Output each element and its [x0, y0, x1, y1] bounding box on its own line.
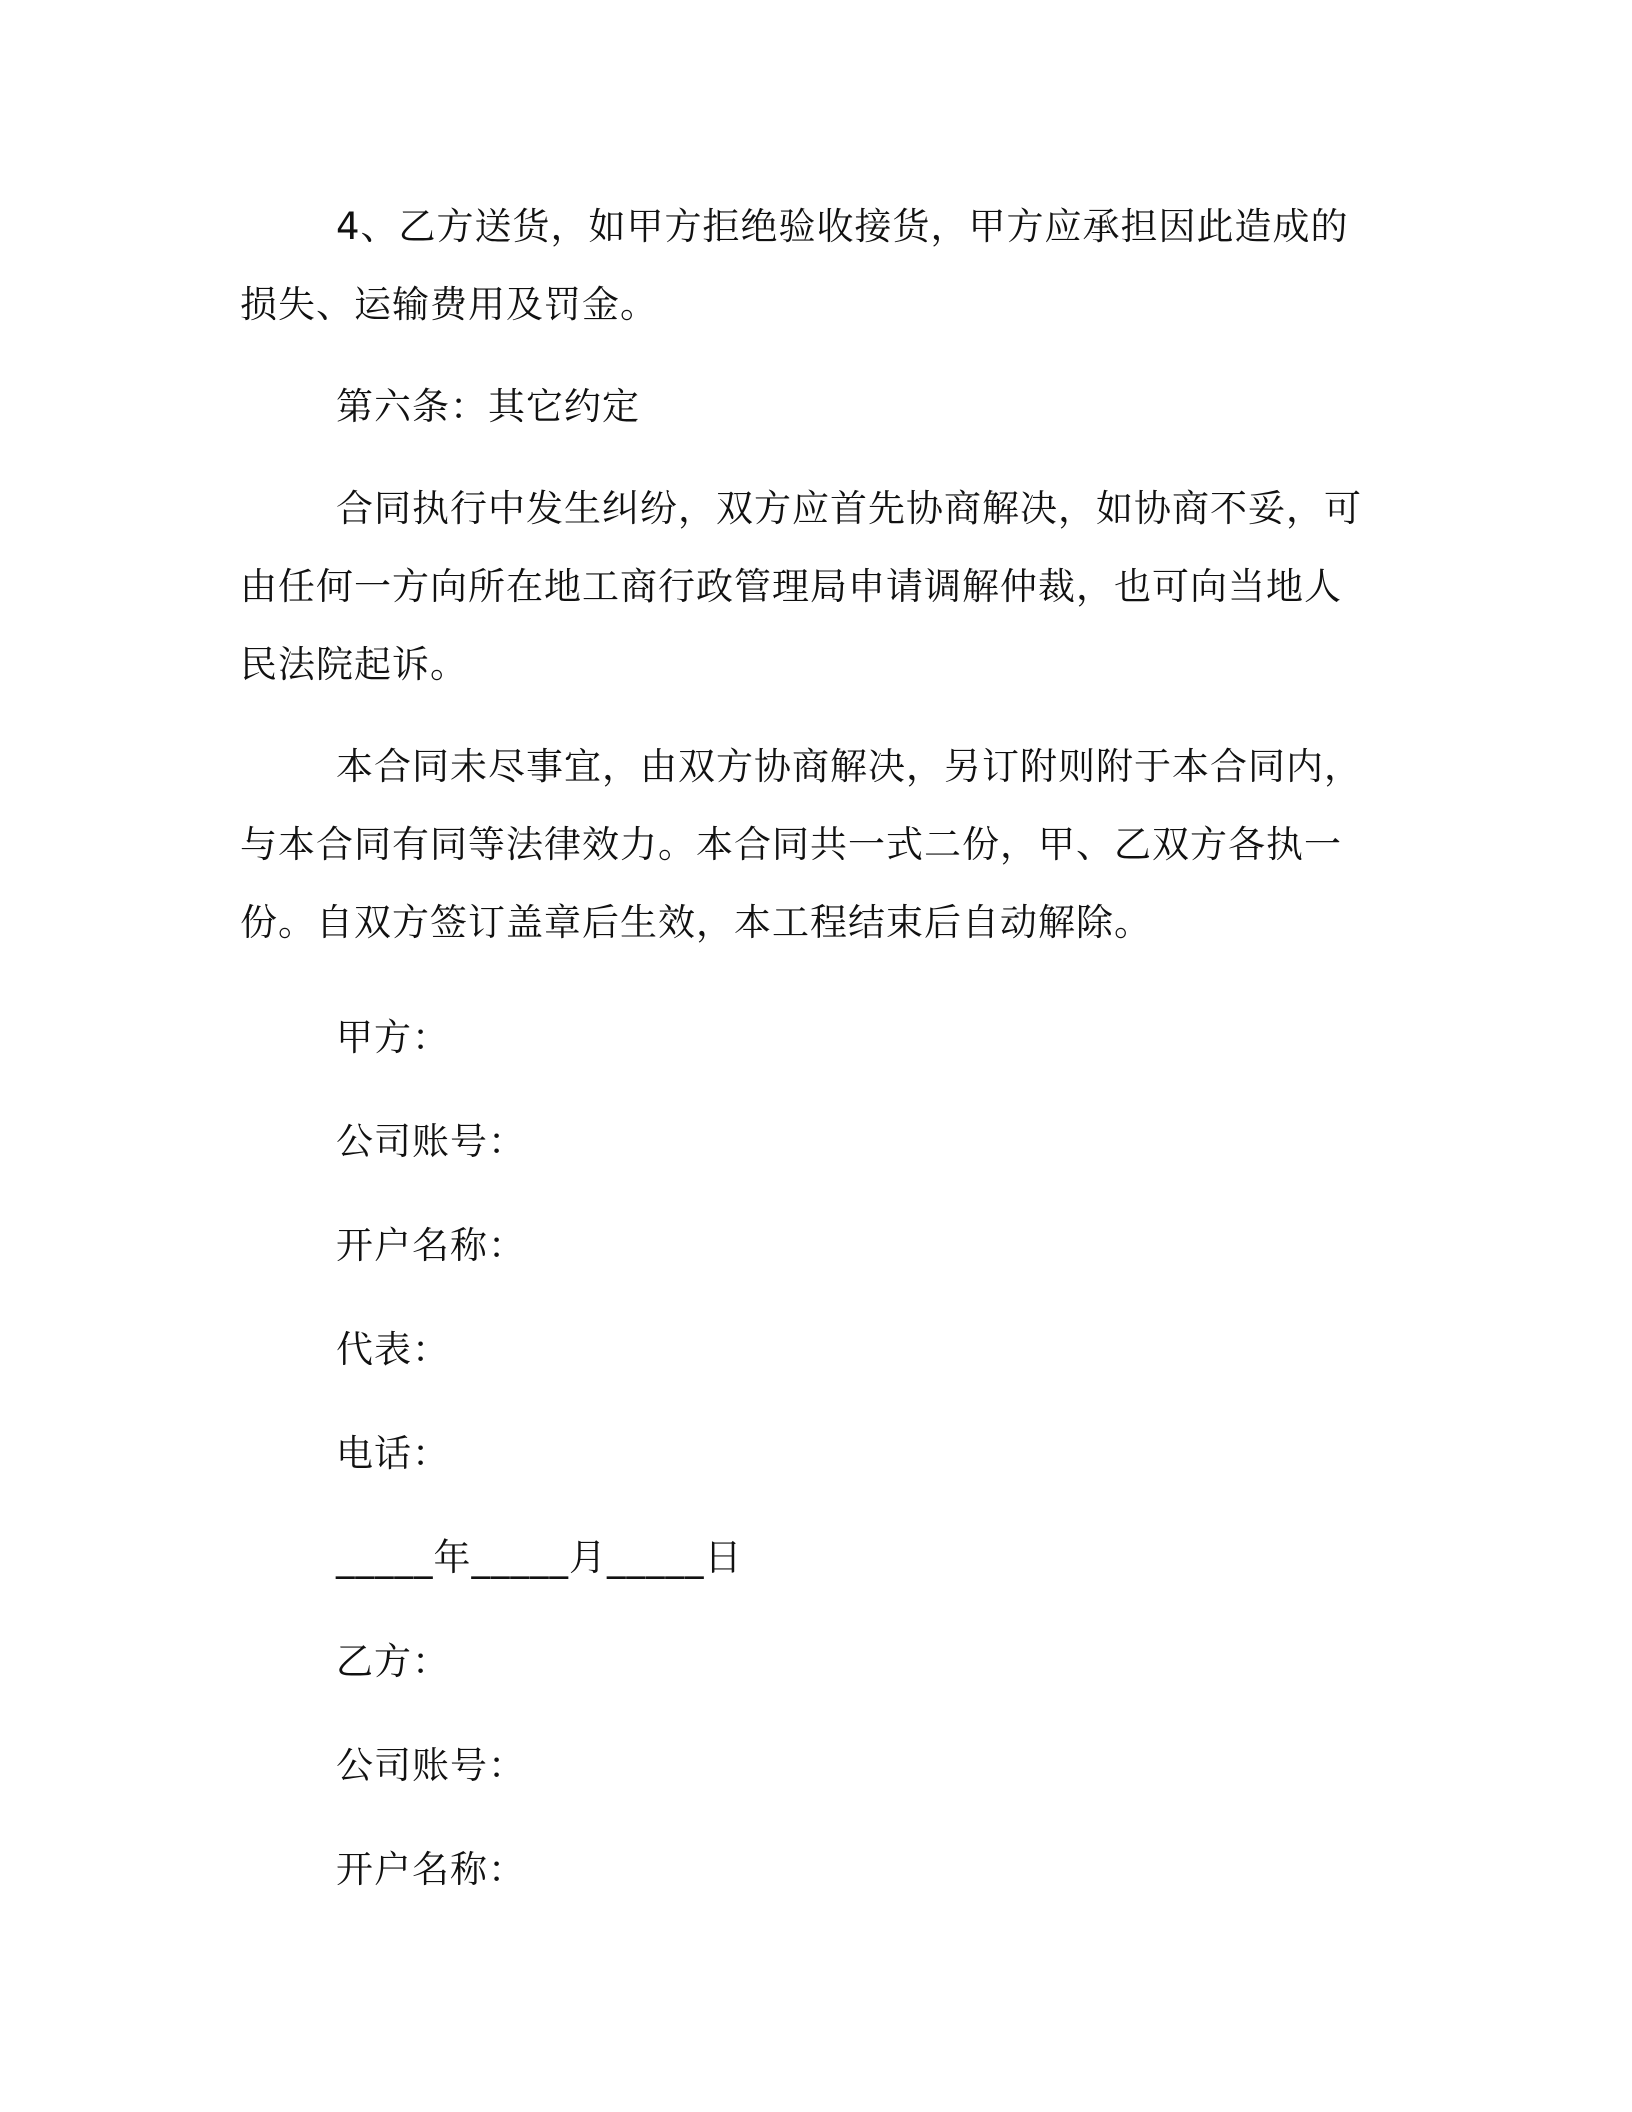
party-a-account-label: 公司账号： [336, 1120, 526, 1163]
party-a-account-name-label: 开户名称： [336, 1224, 526, 1267]
clause-delivery-refusal: 4、乙方送货，如甲方拒绝验收接货，甲方应承担因此造成的损失、运输费用及罚金。 [240, 205, 1349, 326]
party-a-representative-label: 代表： [336, 1328, 450, 1371]
clause-supplementary-terms: 本合同未尽事宜，由双方协商解决，另订附则附于本合同内，与本合同有同等法律效力。本合同共一式二份，甲、乙双方各执一份。自双方签订盖章后生效，本工程结束后自动解除。 [240, 745, 1362, 944]
clause-dispute-resolution: 合同执行中发生纠纷，双方应首先协商解决，如协商不妥，可由任何一方向所在地工商行政管理局申请调解仲裁，也可向当地人民法院起诉。 [240, 487, 1362, 686]
party-a-phone-label: 电话： [336, 1432, 450, 1475]
party-b-account-name-label: 开户名称： [336, 1848, 526, 1891]
party-a-label: 甲方： [336, 1016, 450, 1059]
party-b-label: 乙方： [336, 1640, 450, 1683]
signature-block [240, 986, 1370, 1922]
party-b-account-label: 公司账号： [336, 1744, 526, 1787]
document-body [240, 188, 1370, 1922]
article-six-heading: 第六条：其它约定 [336, 385, 640, 428]
party-a-date-line: _____年_____月_____日 [336, 1536, 743, 1579]
